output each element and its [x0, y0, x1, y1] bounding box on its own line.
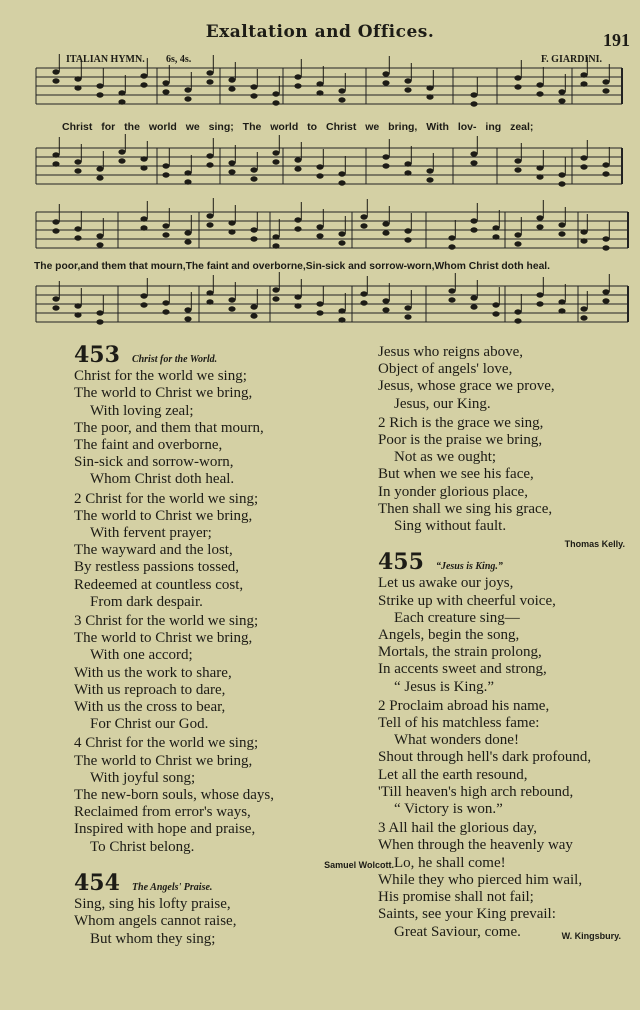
note-head	[558, 231, 565, 236]
verse-line: 3 Christ for the world we sing;	[74, 613, 259, 630]
note-head	[514, 318, 521, 323]
verse-line: Sin-sick and sorrow-worn,	[74, 454, 234, 471]
note-head	[580, 306, 587, 311]
note-head	[184, 316, 191, 321]
note-head	[272, 91, 279, 96]
hymn-454-stanza-1-part-a	[74, 896, 374, 948]
note-head	[338, 171, 345, 176]
note-head	[536, 215, 543, 220]
note-head	[536, 91, 543, 96]
note-head	[404, 161, 411, 166]
note-head	[338, 180, 345, 185]
note-head	[96, 175, 103, 180]
note-head	[96, 242, 103, 247]
tune-composer: F. GIARDINI.	[540, 54, 602, 65]
note-head	[602, 298, 609, 303]
note-head	[514, 309, 521, 314]
music-lyrics-line-1: Christ for the world we sing; The world to Christ we bring, With lov- ing zeal;	[62, 121, 534, 133]
verse-line: The world to Christ we bring,	[74, 507, 253, 524]
note-head	[184, 307, 191, 312]
verse-line: Lo, he shall come!	[394, 854, 506, 871]
note-head	[426, 177, 433, 182]
note-head	[470, 101, 477, 106]
note-head	[250, 304, 257, 309]
note-head	[470, 218, 477, 223]
note-head	[206, 290, 213, 295]
note-head	[382, 163, 389, 168]
hymn-455-heading	[378, 551, 633, 575]
note-head	[294, 294, 301, 299]
note-head	[580, 229, 587, 234]
verse-line: Christ for the world we sing;	[74, 368, 247, 385]
note-head	[382, 307, 389, 312]
note-head	[228, 306, 235, 311]
note-head	[602, 245, 609, 250]
page-header-title: Exaltation and Offices.	[205, 22, 435, 42]
note-head	[74, 85, 81, 90]
verse-line: 3 All hail the glorious day,	[378, 820, 538, 837]
note-head	[272, 287, 279, 292]
note-head	[580, 238, 587, 243]
note-head	[140, 293, 147, 298]
note-head	[184, 170, 191, 175]
note-head	[470, 304, 477, 309]
note-head	[602, 88, 609, 93]
note-head	[52, 69, 59, 74]
verse-line: 4 Christ for the world we sing;	[74, 735, 259, 752]
note-head	[140, 82, 147, 87]
note-head	[52, 78, 59, 83]
note-head	[404, 305, 411, 310]
hymn-number: 454	[74, 869, 120, 896]
note-head	[74, 76, 81, 81]
hymn-subtitle: The Angels' Praise.	[131, 881, 213, 893]
note-head	[52, 305, 59, 310]
verse-line: Reclaimed from error's ways,	[74, 804, 251, 821]
hymn-453-stanza-4	[74, 735, 374, 855]
note-head	[140, 156, 147, 161]
note-head	[492, 225, 499, 230]
note-head	[140, 165, 147, 170]
note-head	[316, 173, 323, 178]
note-head	[206, 162, 213, 167]
note-head	[316, 310, 323, 315]
note-head	[294, 217, 301, 222]
note-head	[536, 174, 543, 179]
hymn-number: 455	[378, 549, 424, 576]
note-head	[338, 97, 345, 102]
verse-line: The wayward and the lost,	[74, 542, 233, 559]
note-head	[184, 179, 191, 184]
verse-line: Each creature sing—	[394, 609, 520, 626]
note-head	[74, 226, 81, 231]
note-head	[294, 83, 301, 88]
right-column	[378, 344, 633, 943]
note-head	[316, 233, 323, 238]
note-head	[316, 81, 323, 86]
verse-line: Jesus, our King.	[394, 395, 491, 412]
verse-line: Saints, see your King prevail:	[378, 906, 556, 923]
note-head	[382, 298, 389, 303]
note-head	[162, 223, 169, 228]
note-head	[162, 232, 169, 237]
note-head	[52, 161, 59, 166]
verse-line: The world to Christ we bring,	[74, 385, 253, 402]
hymn-453-stanza-1	[74, 368, 374, 488]
note-head	[470, 160, 477, 165]
note-head	[228, 77, 235, 82]
note-head	[162, 163, 169, 168]
verse-line: With one accord;	[90, 647, 193, 664]
hymn-subtitle: Christ for the World.	[131, 354, 218, 365]
note-head	[272, 296, 279, 301]
note-head	[206, 213, 213, 218]
note-head	[96, 83, 103, 88]
note-head	[558, 308, 565, 313]
verse-line: 2 Rich is the grace we sing,	[378, 414, 544, 431]
note-head	[404, 170, 411, 175]
hymn-454-author: Thomas Kelly.	[564, 539, 625, 550]
note-head	[382, 71, 389, 76]
verse-line: Inspired with hope and praise,	[74, 821, 256, 838]
note-head	[536, 224, 543, 229]
note-head	[140, 225, 147, 230]
note-head	[184, 87, 191, 92]
tune-name: ITALIAN HYMN.	[66, 54, 145, 65]
note-head	[206, 222, 213, 227]
verse-line: Not as we ought;	[394, 449, 497, 466]
note-head	[250, 313, 257, 318]
note-head	[514, 158, 521, 163]
note-head	[426, 85, 433, 90]
verse-line: But whom they sing;	[90, 930, 216, 947]
note-head	[470, 295, 477, 300]
note-head	[140, 302, 147, 307]
note-head	[426, 168, 433, 173]
verse-line: Sing, sing his lofty praise,	[74, 896, 231, 913]
note-head	[272, 159, 279, 164]
note-head	[514, 232, 521, 237]
verse-line: “ Jesus is King.”	[394, 678, 494, 695]
note-head	[228, 229, 235, 234]
verse-line: With us reproach to dare,	[74, 681, 226, 698]
verse-line: 2 Proclaim abroad his name,	[378, 697, 550, 714]
page-number: 191	[603, 30, 630, 50]
hymn-454-heading	[74, 869, 374, 896]
note-head	[558, 222, 565, 227]
note-head	[448, 235, 455, 240]
hymn-453-author: Samuel Wolcott.	[324, 859, 394, 870]
verse-line: The faint and overborne,	[74, 437, 223, 454]
note-head	[118, 158, 125, 163]
note-head	[294, 74, 301, 79]
note-head	[228, 169, 235, 174]
note-head	[470, 92, 477, 97]
note-head	[338, 308, 345, 313]
note-head	[382, 230, 389, 235]
note-head	[338, 88, 345, 93]
note-head	[184, 230, 191, 235]
note-head	[492, 234, 499, 239]
verse-line: Mortals, the strain prolong,	[378, 644, 542, 661]
note-head	[558, 89, 565, 94]
note-head	[602, 289, 609, 294]
verse-line: While they who pierced him wail,	[378, 871, 583, 888]
verse-line: In yonder glorious place,	[378, 483, 528, 500]
note-head	[96, 310, 103, 315]
note-head	[250, 84, 257, 89]
note-head	[536, 165, 543, 170]
note-head	[404, 228, 411, 233]
verse-line: With us the work to share,	[74, 664, 232, 681]
hymn-454-stanza-1-part-b	[378, 344, 633, 413]
note-head	[448, 288, 455, 293]
note-head	[360, 223, 367, 228]
note-head	[492, 311, 499, 316]
verse-line: With loving zeal;	[90, 402, 194, 419]
note-head	[206, 153, 213, 158]
note-head	[140, 73, 147, 78]
note-head	[338, 317, 345, 322]
note-head	[96, 92, 103, 97]
note-head	[580, 315, 587, 320]
note-head	[382, 80, 389, 85]
note-head	[404, 314, 411, 319]
note-head	[228, 160, 235, 165]
music-lyrics-line-2: The poor,and them that mourn,The faint and overborne,Sin-sick and sorrow-worn,Whom Christ doth heal.	[34, 261, 551, 272]
note-head	[338, 240, 345, 245]
note-head	[272, 234, 279, 239]
note-head	[250, 236, 257, 241]
verse-line: 'Till heaven's high arch rebound,	[378, 783, 574, 800]
note-head	[74, 159, 81, 164]
verse-line: To Christ belong.	[90, 838, 195, 855]
verse-line: Jesus who reigns above,	[378, 344, 523, 360]
note-head	[536, 301, 543, 306]
note-head	[558, 172, 565, 177]
note-head	[602, 236, 609, 241]
hymn-number: 453	[74, 342, 120, 368]
note-head	[228, 86, 235, 91]
verse-line: Shout through hell's dark profound,	[378, 749, 592, 766]
note-head	[448, 244, 455, 249]
note-head	[74, 235, 81, 240]
verse-line: Strike up with cheerful voice,	[378, 592, 556, 609]
note-head	[514, 167, 521, 172]
note-head	[360, 214, 367, 219]
note-head	[272, 150, 279, 155]
note-head	[382, 221, 389, 226]
note-head	[272, 243, 279, 248]
note-head	[404, 237, 411, 242]
hymn-453-stanza-3	[74, 613, 374, 733]
note-head	[580, 155, 587, 160]
verse-line: Let us awake our joys,	[378, 575, 514, 592]
note-head	[206, 299, 213, 304]
hymn-subtitle: “Jesus is King.”	[435, 561, 503, 573]
note-head	[514, 84, 521, 89]
hymn-455-stanza-3	[378, 820, 633, 940]
verse-line: The poor, and them that mourn,	[74, 419, 264, 436]
note-head	[52, 219, 59, 224]
hymn-454-stanza-2	[378, 415, 633, 535]
verse-line: What wonders done!	[394, 732, 519, 749]
verse-line: Whom Christ doth heal.	[90, 471, 235, 488]
note-head	[316, 301, 323, 306]
note-head	[426, 94, 433, 99]
note-head	[316, 224, 323, 229]
note-head	[228, 297, 235, 302]
note-head	[162, 80, 169, 85]
left-column	[74, 342, 394, 948]
note-head	[360, 300, 367, 305]
note-head	[52, 228, 59, 233]
verse-line: Tell of his matchless fame:	[378, 715, 540, 732]
verse-line: With joyful song;	[90, 769, 196, 786]
note-head	[316, 164, 323, 169]
note-head	[580, 164, 587, 169]
verse-line: With fervent prayer;	[90, 525, 212, 542]
verse-line: The new-born souls, whose days,	[74, 787, 274, 804]
tune-meter: 6s, 4s.	[166, 54, 192, 65]
note-head	[74, 303, 81, 308]
note-head	[184, 96, 191, 101]
verse-line: When through the heavenly way	[378, 837, 573, 854]
verse-line: Let all the earth resound,	[378, 766, 528, 783]
verse-line: Great Saviour, come.	[394, 923, 521, 940]
note-head	[294, 226, 301, 231]
hymn-455-stanza-2	[378, 698, 633, 818]
verse-line: Angels, begin the song,	[378, 627, 520, 644]
verse-line: The world to Christ we bring,	[74, 752, 253, 769]
note-head	[162, 89, 169, 94]
verse-line: In accents sweet and strong,	[378, 661, 547, 678]
hymn-455-stanza-1	[378, 575, 633, 695]
note-head	[74, 168, 81, 173]
verse-line: By restless passions tossed,	[74, 559, 239, 576]
note-head	[404, 87, 411, 92]
note-head	[536, 292, 543, 297]
verse-line: From dark despair.	[90, 593, 203, 610]
note-head	[162, 309, 169, 314]
note-head	[470, 227, 477, 232]
verse-line: “ Victory is won.”	[394, 801, 503, 818]
verse-line: Object of angels' love,	[378, 361, 513, 378]
note-head	[470, 151, 477, 156]
note-head	[118, 149, 125, 154]
verse-line: 2 Christ for the world we sing;	[74, 490, 259, 507]
hymn-453-heading	[74, 344, 374, 368]
verse-line: His promise shall not fail;	[378, 889, 534, 906]
note-head	[316, 90, 323, 95]
note-head	[580, 81, 587, 86]
note-head	[74, 312, 81, 317]
hymn-455-author: W. Kingsbury.	[561, 930, 621, 941]
verse-line: Jesus, whose grace we prove,	[378, 378, 555, 395]
note-head	[294, 166, 301, 171]
verse-line: For Christ our God.	[90, 716, 209, 733]
note-head	[514, 241, 521, 246]
verse-line: Sing without fault.	[394, 518, 507, 535]
note-head	[360, 291, 367, 296]
note-head	[206, 70, 213, 75]
note-head	[162, 172, 169, 177]
note-head	[250, 93, 257, 98]
note-head	[140, 216, 147, 221]
hymn-453-stanza-2	[74, 491, 374, 611]
note-head	[184, 239, 191, 244]
music-score	[0, 0, 640, 340]
note-head	[96, 319, 103, 324]
verse-line: Whom angels cannot raise,	[74, 913, 237, 930]
note-head	[118, 90, 125, 95]
note-head	[118, 99, 125, 104]
verse-line: The world to Christ we bring,	[74, 630, 253, 647]
note-head	[52, 296, 59, 301]
verse-line: Poor is the praise we bring,	[378, 432, 543, 449]
note-head	[272, 100, 279, 105]
note-head	[96, 233, 103, 238]
note-head	[602, 171, 609, 176]
note-head	[338, 231, 345, 236]
note-head	[558, 98, 565, 103]
note-head	[294, 303, 301, 308]
note-head	[536, 82, 543, 87]
verse-line: Redeemed at countless cost,	[74, 576, 244, 593]
verse-line: With us the cross to bear,	[74, 699, 226, 716]
note-head	[52, 152, 59, 157]
note-head	[294, 157, 301, 162]
note-head	[558, 181, 565, 186]
note-head	[514, 75, 521, 80]
note-head	[558, 299, 565, 304]
note-head	[206, 79, 213, 84]
note-head	[580, 72, 587, 77]
note-head	[250, 227, 257, 232]
verse-line: But when we see his face,	[378, 466, 534, 483]
note-head	[404, 78, 411, 83]
note-head	[250, 176, 257, 181]
note-head	[250, 167, 257, 172]
note-head	[228, 220, 235, 225]
note-head	[162, 300, 169, 305]
verse-line: Then shall we sing his grace,	[378, 500, 553, 517]
note-head	[602, 79, 609, 84]
note-head	[382, 154, 389, 159]
note-head	[492, 302, 499, 307]
note-head	[602, 162, 609, 167]
note-head	[448, 297, 455, 302]
note-head	[96, 166, 103, 171]
